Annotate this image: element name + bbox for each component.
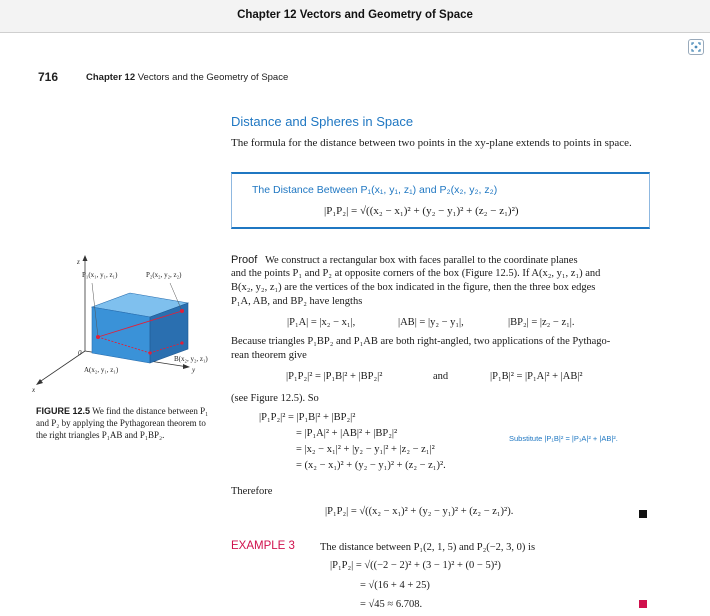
fit-page-icon <box>689 40 703 54</box>
point-p2 <box>180 309 184 313</box>
chain-step-2: = |P₁A|² + |AB|² + |BP₂|² <box>296 428 398 439</box>
edge-length-bp2: |BP₂| = |z₂ − z₁|. <box>508 317 575 328</box>
figure-caption <box>36 405 216 441</box>
formula-box-title: The Distance Between P₁(x₁, y₁, z₁) and P₂(x₂, y₂, z₂) <box>252 184 498 196</box>
pythagorean-and: and <box>433 371 449 382</box>
proof-line-1 <box>231 253 651 268</box>
example-step-2: = √(16 + 4 + 25) <box>360 580 430 591</box>
see-figure-text: (see Figure 12.5). So <box>231 393 319 404</box>
substitute-note: Substitute |P₁B|² = |P₁A|² + |AB|². <box>509 434 618 443</box>
chain-step-1: |P₁P₂|² = |P₁B|² + |BP₂|² <box>259 412 356 423</box>
distance-formula: |P₁P₂| = √((x₂ − x₁)² + (y₂ − y₁)² + (z₂ − z₁)²) <box>324 205 519 217</box>
pythagorean-1: |P₁P₂|² = |P₁B|² + |BP₂|² <box>286 371 383 382</box>
point-p1 <box>96 335 100 339</box>
final-distance-formula: |P₁P₂| = √((x₂ − x₁)² + (y₂ − y₁)² + (z₂ − z₁)²). <box>325 506 514 517</box>
proof-line-4: P₁A, AB, and BP₂ have lengths <box>231 296 363 307</box>
section-heading: Distance and Spheres in Space <box>231 114 414 129</box>
edge-length-p1a: |P₁A| = |x₂ − x₁|, <box>287 317 356 328</box>
example-step-3: = √45 ≈ 6.708. <box>360 599 423 610</box>
label-p2: P₂(x₂, y₂, z₂) <box>146 271 182 279</box>
label-p1: P₁(x₁, y₁, z₁) <box>82 271 118 279</box>
label-b: B(x₂, y₂, z₁) <box>174 355 208 363</box>
box-front-face <box>92 307 150 363</box>
edge-length-ab: |AB| = |y₂ − y₁|, <box>398 317 464 328</box>
figure-caption-label: FIGURE 12.5 <box>36 406 91 416</box>
document-title: Chapter 12 Vectors and Geometry of Space <box>237 9 473 21</box>
label-a: A(x₂, y₁, z₁) <box>84 366 119 374</box>
figure-12-5 <box>30 255 230 400</box>
example-statement: The distance between P₁(2, 1, 5) and P₂(−2, 3, 0) is <box>320 542 536 553</box>
proof-line-2: and the points P₁ and P₂ at opposite corners of the box (Figure 12.5). If A(x₂, y₁, z₁) and <box>231 268 601 279</box>
pythagorean-2: |P₁B|² = |P₁A|² + |AB|² <box>490 371 583 382</box>
because-line-1: Because triangles P₁BP₂ and P₁AB are both right-angled, two applications of the Pythago- <box>231 336 611 347</box>
section-intro: The formula for the distance between two points in the xy-plane extends to points in space. <box>231 137 632 149</box>
chapter-running-head <box>86 72 288 83</box>
example-end-marker <box>639 600 647 608</box>
point-a <box>148 351 151 354</box>
therefore-text: Therefore <box>231 486 273 497</box>
fit-page-button[interactable] <box>688 39 704 55</box>
proof-line-3: B(x₂, y₂, z₁) are the vertices of the box indicated in the figure, then the three box edges <box>231 282 596 293</box>
label-origin: 0 <box>78 349 82 357</box>
example-step-1: |P₁P₂| = √((−2 − 2)² + (3 − 1)² + (0 − 5)²) <box>330 560 501 571</box>
chain-step-4: = (x₂ − x₁)² + (y₂ − y₁)² + (z₂ − z₁)². <box>296 460 446 471</box>
chapter-number: Chapter 12 <box>86 72 136 83</box>
label-y: y <box>192 366 196 374</box>
because-line-2: rean theorem give <box>231 350 307 361</box>
figure-caption-text: We find the distance between P₁ and P₂ by applying the Pythagorean theorem to the right triangles P₁AB and P₁BP₂. <box>36 406 209 440</box>
label-x: x <box>32 386 36 394</box>
page-number: 716 <box>38 70 59 84</box>
proof-label: Proof <box>231 254 258 266</box>
proof-end-marker <box>639 510 647 518</box>
point-b <box>180 341 183 344</box>
chapter-title: Vectors and the Geometry of Space <box>137 72 289 83</box>
box-diagram <box>30 255 230 395</box>
chain-step-3: = |x₂ − x₁|² + |y₂ − y₁|² + |z₂ − z₁|² <box>296 444 435 455</box>
viewer-toolbar <box>0 0 710 33</box>
label-z: z <box>77 258 80 266</box>
proof-text-1: We construct a rectangular box with faces parallel to the coordinate planes <box>264 255 578 266</box>
example-label: EXAMPLE 3 <box>231 540 295 552</box>
distance-formula-box <box>231 172 650 229</box>
